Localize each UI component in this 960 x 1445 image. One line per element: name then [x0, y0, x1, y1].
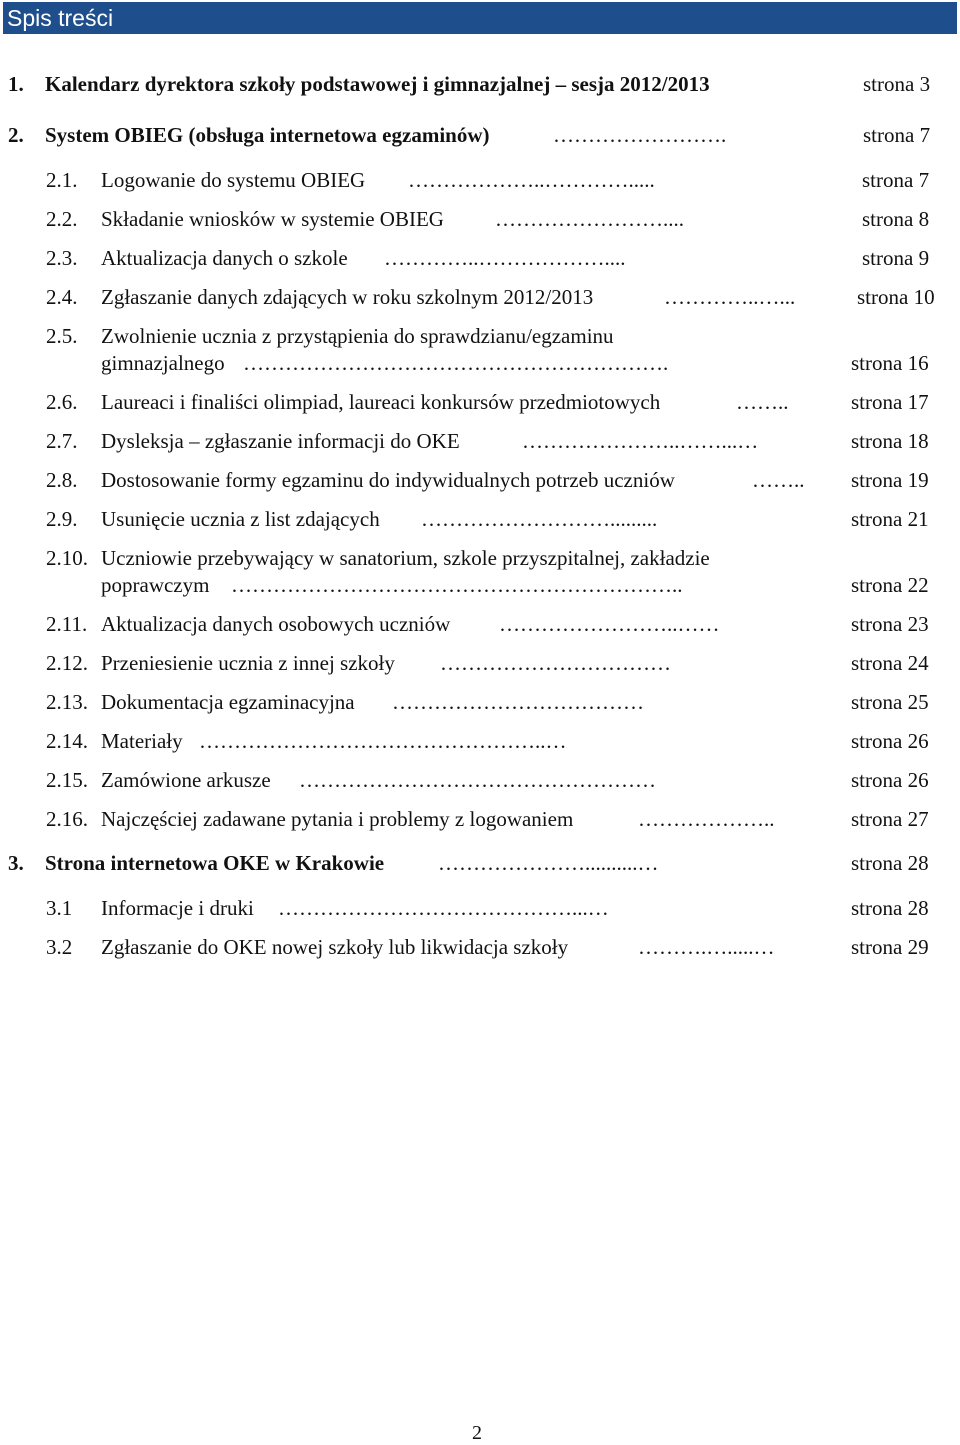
toc-entry-number: 2.8.: [46, 468, 78, 492]
toc-entry-2-13[interactable]: [0, 689, 960, 715]
toc-entry-2-16[interactable]: [0, 806, 960, 832]
toc-entry-title: Materiały: [101, 729, 183, 753]
toc-entry-number: 3.2: [46, 935, 73, 959]
toc-entry-page: strona 7: [863, 123, 931, 147]
toc-entry-leader: ……….….....…: [638, 935, 775, 959]
toc-entry-number: 1.: [8, 72, 24, 96]
toc-entry-title: Składanie wniosków w systemie OBIEG: [101, 207, 444, 231]
toc-entry-page: strona 25: [851, 690, 929, 714]
toc-entry-leader: …………………..........…: [438, 851, 659, 875]
toc-entry-2-10[interactable]: [0, 545, 960, 597]
toc-entry-page: strona 9: [862, 246, 930, 270]
page-number: 2: [472, 1422, 482, 1444]
toc-entry-leader: ………………………………: [392, 690, 644, 714]
toc-entry-number: 2.: [8, 123, 24, 147]
toc-entry-leader: …………………..……...…: [522, 429, 759, 453]
toc-entry-2-14[interactable]: [0, 728, 960, 754]
toc-entry-leader: …………………………………………………….: [243, 351, 669, 375]
toc-entry-leader: …………………….: [553, 123, 727, 147]
toc-entry-number: 2.5.: [46, 324, 78, 348]
toc-entry-number: 2.7.: [46, 429, 78, 453]
toc-entry-2-15[interactable]: [0, 767, 960, 793]
toc-entry-title: Kalendarz dyrektora szkoły podstawowej i gimnazjalnej – sesja 2012/2013: [45, 72, 710, 96]
toc-entry-leader: ………………………………………………………..: [231, 573, 683, 597]
toc-header-bar: [3, 2, 957, 34]
toc-entry-number: 2.4.: [46, 285, 78, 309]
toc-entry-2-11[interactable]: [0, 611, 960, 637]
toc-entry-1[interactable]: [0, 71, 960, 97]
toc-entry-title: Aktualizacja danych o szkole: [101, 246, 348, 270]
toc-entry-page: strona 17: [851, 390, 929, 414]
toc-entry-page: strona 16: [851, 351, 929, 375]
toc-entry-title: Usunięcie ucznia z list zdających: [101, 507, 380, 531]
toc-entry-title: Aktualizacja danych osobowych uczniów: [101, 612, 451, 636]
toc-entry-title: Strona internetowa OKE w Krakowie: [45, 851, 385, 875]
toc-entry-leader: ……………………….........: [421, 507, 658, 531]
toc-entry-page: strona 22: [851, 573, 929, 597]
toc-entry-title: Dokumentacja egzaminacyjna: [101, 690, 355, 714]
toc-entry-number: 2.6.: [46, 390, 78, 414]
toc-entry-number: 2.10.: [46, 546, 88, 570]
toc-entry-number: 3.: [8, 851, 24, 875]
toc-entry-3-1[interactable]: [0, 895, 960, 921]
toc-entry-page: strona 18: [851, 429, 929, 453]
toc-entry-title: Informacje i druki: [101, 896, 254, 920]
toc-entry-2-12[interactable]: [0, 650, 960, 676]
toc-entry-page: strona 26: [851, 729, 929, 753]
toc-entry-title: Zamówione arkusze: [101, 768, 271, 792]
toc-entry-2-6[interactable]: [0, 389, 960, 415]
toc-entry-number: 2.11.: [46, 612, 88, 636]
toc-entry-page: strona 28: [851, 896, 929, 920]
toc-entry-title: Uczniowie przebywający w sanatorium, szkole przyszpitalnej, zakładzie: [101, 546, 710, 570]
toc-entry-page: strona 26: [851, 768, 929, 792]
toc-entry-number: 2.1.: [46, 168, 78, 192]
toc-entry-page: strona 8: [862, 207, 930, 231]
toc-entry-page: strona 7: [862, 168, 930, 192]
toc-entry-title: Przeniesienie ucznia z innej szkoły: [101, 651, 395, 675]
toc-entry-leader: ……..: [752, 468, 805, 492]
toc-entry-leader: ……………………………: [440, 651, 671, 675]
toc-entry-leader: ……………………………………………: [299, 768, 656, 792]
toc-entry-title: Dostosowanie formy egzaminu do indywidualnych potrzeb uczniów: [101, 468, 675, 492]
toc-entry-page: strona 19: [851, 468, 929, 492]
toc-entry-3-2[interactable]: [0, 934, 960, 960]
toc-entry-2-8[interactable]: [0, 467, 960, 493]
toc-entry-title-continued: gimnazjalnego: [101, 351, 225, 375]
toc-entry-title: Dysleksja – zgłaszanie informacji do OKE: [101, 429, 460, 453]
toc-entry-page: strona 10: [857, 285, 935, 309]
toc-entry-leader: ……..: [736, 390, 789, 414]
toc-entry-2-4[interactable]: [0, 284, 960, 310]
toc-entry-number: 2.2.: [46, 207, 78, 231]
toc-entry-2-3[interactable]: [0, 245, 960, 271]
toc-entry-leader: ………………..………….....: [408, 168, 655, 192]
toc-entry-page: strona 27: [851, 807, 929, 831]
toc-entry-title: Zgłaszanie danych zdających w roku szkolnym 2012/2013: [101, 285, 594, 309]
toc-entry-2[interactable]: [0, 122, 960, 148]
toc-entry-number: 2.12.: [46, 651, 88, 675]
toc-entry-number: 2.15.: [46, 768, 88, 792]
toc-entry-number: 3.1: [46, 896, 73, 920]
toc-entry-title: Zwolnienie ucznia z przystąpienia do sprawdzianu/egzaminu: [101, 324, 614, 348]
toc-entry-page: strona 24: [851, 651, 929, 675]
toc-entry-2-7[interactable]: [0, 428, 960, 454]
toc-entry-number: 2.9.: [46, 507, 78, 531]
toc-entry-leader: …………..…...: [664, 285, 796, 309]
toc-entry-page: strona 3: [863, 72, 931, 96]
toc-entry-title: Najczęściej zadawane pytania i problemy z logowaniem: [101, 807, 574, 831]
toc-entry-leader: ……………………....: [495, 207, 684, 231]
toc-entry-number: 2.13.: [46, 690, 88, 714]
toc-entry-2-5[interactable]: [0, 323, 960, 375]
toc-entry-leader: ……………………………………...…: [278, 896, 609, 920]
toc-entry-title: Laureaci i finaliści olimpiad, laureaci konkursów przedmiotowych: [101, 390, 661, 414]
toc-entry-title: Logowanie do systemu OBIEG: [101, 168, 366, 192]
toc-entry-leader: …………………………………………..…: [199, 729, 567, 753]
toc-heading: Spis treści: [7, 5, 114, 31]
toc-entry-3[interactable]: [0, 850, 960, 876]
toc-entry-number: 2.3.: [46, 246, 78, 270]
toc-entry-page: strona 29: [851, 935, 929, 959]
toc-entry-2-1[interactable]: [0, 167, 960, 193]
toc-entry-title: System OBIEG (obsługa internetowa egzaminów): [45, 123, 490, 147]
toc-entry-2-2[interactable]: [0, 206, 960, 232]
toc-entry-2-9[interactable]: [0, 506, 960, 532]
toc-entry-page: strona 23: [851, 612, 929, 636]
toc-entry-page: strona 28: [851, 851, 929, 875]
toc-entry-title-continued: poprawczym: [101, 573, 210, 597]
toc-entry-number: 2.14.: [46, 729, 88, 753]
toc-entry-title: Zgłaszanie do OKE nowej szkoły lub likwidacja szkoły: [101, 935, 569, 959]
toc-entry-page: strona 21: [851, 507, 929, 531]
toc-entry-leader: …………..………………....: [384, 246, 626, 270]
toc-entry-leader: ……………………..……: [499, 612, 720, 636]
toc-entry-leader: ………………..: [638, 807, 775, 831]
toc-entry-number: 2.16.: [46, 807, 88, 831]
